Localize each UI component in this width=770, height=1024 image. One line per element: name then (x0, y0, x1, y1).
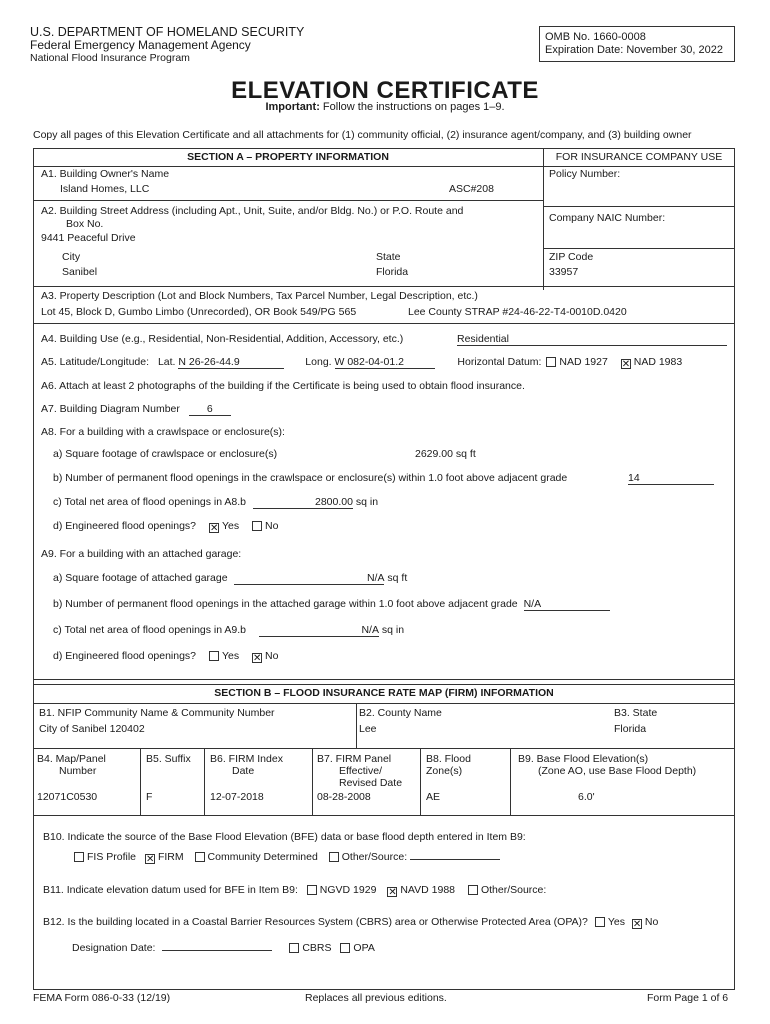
a9b-value[interactable]: N/A (524, 598, 610, 611)
section-a-title: SECTION A – PROPERTY INFORMATION (187, 151, 389, 163)
a9a-row (53, 572, 407, 585)
b11-row (43, 884, 546, 897)
b8-value[interactable]: AE (426, 791, 441, 803)
a2-label-cont: Box No. (66, 218, 104, 230)
a9a-label: a) Square footage of attached garage (53, 572, 228, 584)
department-name: U.S. DEPARTMENT OF HOMELAND SECURITY (30, 25, 305, 39)
a1-label: A1. Building Owner's Name (41, 168, 170, 180)
nad1983-checkbox[interactable]: ✕ (621, 359, 631, 370)
b11-other-label: Other/Source: (480, 884, 547, 896)
firm-checkbox[interactable]: ✕ (145, 854, 155, 865)
datum-label: Horizontal Datum: (457, 356, 542, 368)
designation-date-field[interactable] (162, 950, 272, 951)
copy-instructions: Copy all pages of this Elevation Certificate and all attachments for (1) community official, (2) insurance agent/company, and (3) building owner (33, 129, 692, 141)
b5-value[interactable]: F (146, 791, 153, 803)
important-label: Important: (265, 101, 320, 113)
policy-number-label: Policy Number: (549, 168, 621, 180)
a9d-yes-label: Yes (221, 650, 240, 662)
a9b-label: b) Number of permanent flood openings in the attached garage within 1.0 foot above adjacent grade (53, 598, 518, 610)
a6-label: A6. Attach at least 2 photographs of the building if the Certificate is being used to obtain flood insurance. (41, 380, 525, 392)
a8d-yes-label: Yes (221, 520, 240, 532)
a9b-row (53, 598, 610, 611)
other-source-field[interactable] (410, 859, 500, 860)
a9d-label: d) Engineered flood openings? (53, 650, 197, 662)
community-determined-checkbox[interactable] (195, 852, 205, 862)
a5-row (41, 356, 682, 369)
a8d-no-label: No (265, 520, 279, 532)
a9a-unit: sq ft (387, 572, 408, 584)
city-label: City (62, 251, 81, 263)
a3-strap[interactable]: Lee County STRAP #24-46-22-T4-0010D.0420 (408, 306, 627, 318)
divider (312, 748, 313, 815)
nad1927-label: NAD 1927 (559, 356, 608, 368)
company-naic-label: Company NAIC Number: (549, 212, 666, 224)
fis-profile-checkbox[interactable] (74, 852, 84, 862)
a8d-label: d) Engineered flood openings? (53, 520, 197, 532)
b7-label-line1: B7. FIRM Panel (317, 753, 392, 765)
fis-profile-label: FIS Profile (87, 851, 137, 863)
a8a-field (415, 448, 476, 460)
b8-label (426, 753, 471, 777)
navd-checkbox[interactable]: ✕ (388, 887, 397, 898)
a8d-row (53, 520, 278, 533)
zip-label: ZIP Code (549, 251, 594, 263)
b1-label: B1. NFIP Community Name & Community Number (39, 707, 275, 719)
section-b-title: SECTION B – FLOOD INSURANCE RATE MAP (FIRM) INFORMATION (214, 687, 554, 699)
a3-value[interactable]: Lot 45, Block D, Gumbo Limbo (Unrecorded), OR Book 549/PG 565 (41, 306, 357, 318)
program-name: National Flood Insurance Program (30, 52, 190, 64)
a8c-row (53, 496, 378, 509)
a9d-row (53, 650, 278, 663)
a9c-value[interactable]: N/A (259, 624, 379, 637)
a8d-yes-checkbox[interactable]: ✕ (209, 523, 219, 534)
nad1983-label: NAD 1983 (633, 356, 683, 368)
a9-label: A9. For a building with an attached garage: (41, 548, 242, 560)
nad1927-checkbox[interactable] (546, 357, 556, 367)
opa-label: OPA (353, 942, 375, 954)
city-value[interactable]: Sanibel (62, 266, 98, 278)
divider (543, 248, 735, 249)
cbrs-checkbox[interactable] (289, 943, 299, 953)
ngvd-label: NGVD 1929 (319, 884, 377, 896)
divider (510, 748, 511, 815)
lat-label: Lat. (157, 356, 176, 368)
agency-header (30, 26, 304, 65)
a4-field[interactable] (457, 333, 727, 346)
a8c-value[interactable]: 2800.00 (253, 496, 353, 509)
divider (140, 748, 141, 815)
a4-value[interactable]: Residential (457, 333, 727, 346)
other-source-label: Other/Source: (341, 851, 408, 863)
a8b-value[interactable]: 14 (628, 472, 714, 485)
a5-label: A5. Latitude/Longitude: (41, 356, 150, 368)
divider (356, 703, 357, 748)
divider (33, 684, 735, 685)
a9a-value[interactable]: N/A (234, 572, 384, 585)
state-value[interactable]: Florida (376, 266, 409, 278)
a3-label: A3. Property Description (Lot and Block Numbers, Tax Parcel Number, Legal Description, etc.) (41, 290, 478, 302)
b9-label (518, 753, 696, 777)
a1-extra[interactable]: ASC#208 (449, 183, 494, 195)
a8a-label: a) Square footage of crawlspace or enclosure(s) (53, 448, 278, 460)
a8a-value[interactable]: 2629.00 (415, 448, 453, 460)
a2-label: A2. Building Street Address (including Apt., Unit, Suite, and/or Bldg. No.) or P.O. Route and (41, 205, 464, 217)
b10-label: B10. Indicate the source of the Base Flood Elevation (BFE) data or base flood depth entered in Item B9: (43, 831, 526, 843)
designation-row (72, 942, 375, 954)
divider (33, 679, 735, 680)
a7-value[interactable]: 6 (189, 403, 231, 416)
insurance-use-heading: FOR INSURANCE COMPANY USE (555, 151, 723, 163)
opa-checkbox[interactable] (340, 943, 350, 953)
important-text: Follow the instructions on pages 1–9. (322, 101, 505, 113)
zip-value[interactable]: 33957 (549, 266, 579, 278)
a8d-no-checkbox[interactable] (252, 521, 262, 531)
a9c-label: c) Total net area of flood openings in A9.b (53, 624, 247, 636)
a8b-label: b) Number of permanent flood openings in the crawlspace or enclosure(s) within 1.0 foot above adjacent grade (53, 472, 568, 484)
navd-label: NAVD 1988 (400, 884, 456, 896)
b7-label (317, 753, 402, 789)
divider (33, 200, 543, 201)
document-title: ELEVATION CERTIFICATE (231, 77, 539, 104)
b10-options (72, 851, 500, 864)
b6-value[interactable]: 12-07-2018 (210, 791, 264, 803)
omb-number: OMB No. 1660-0008 (545, 31, 646, 43)
b8-label-line2: Zone(s) (426, 765, 463, 777)
replaces-note: Replaces all previous editions. (305, 992, 447, 1004)
b5-label: B5. Suffix (146, 753, 191, 765)
b12-yes-label: Yes (607, 916, 625, 928)
b12-label: B12. Is the building located in a Coastal Barrier Resources System (CBRS) area or Otherwise Protected Area (OPA)? (43, 916, 588, 928)
b3-label: B3. State (614, 707, 658, 719)
form-number: FEMA Form 086-0-33 (12/19) (33, 992, 171, 1004)
divider (33, 286, 735, 287)
b12-no-label: No (644, 916, 659, 928)
b7-value[interactable]: 08-28-2008 (317, 791, 371, 803)
divider (204, 748, 205, 815)
a7-row (41, 403, 231, 416)
b6-label-line1: B6. FIRM Index (210, 753, 283, 765)
a9d-yes-checkbox[interactable] (209, 651, 219, 661)
a9c-unit: sq in (381, 624, 405, 636)
other-source-checkbox[interactable] (329, 852, 339, 862)
b12-row (43, 916, 658, 929)
divider (33, 323, 735, 324)
page-number: Form Page 1 of 6 (647, 992, 729, 1004)
state-label: State (376, 251, 401, 263)
lat-value[interactable]: N 26-26-44.9 (178, 356, 284, 369)
b11-other-checkbox[interactable] (468, 885, 478, 895)
ngvd-checkbox[interactable] (307, 885, 317, 895)
a8c-label: c) Total net area of flood openings in A8.b (53, 496, 247, 508)
b4-label-line1: B4. Map/Panel (37, 753, 106, 765)
b12-yes-checkbox[interactable] (595, 917, 605, 927)
a8c-unit: sq in (355, 496, 379, 508)
divider (33, 748, 735, 749)
b2-label: B2. County Name (359, 707, 442, 719)
b6-label-line2: Date (232, 765, 255, 777)
divider (33, 166, 735, 167)
b12-no-checkbox[interactable]: ✕ (632, 919, 642, 930)
divider (543, 206, 735, 207)
a2-value[interactable]: 9441 Peaceful Drive (41, 232, 136, 244)
b8-label-line1: B8. Flood (426, 753, 471, 765)
long-label: Long. (305, 356, 332, 368)
b9-label-line2: (Zone AO, use Base Flood Depth) (538, 765, 697, 777)
agency-name: Federal Emergency Management Agency (30, 38, 251, 52)
b4-label (37, 753, 106, 777)
important-note (0, 101, 770, 113)
a8b-field[interactable] (628, 472, 714, 485)
a9d-no-checkbox[interactable]: ✕ (253, 653, 262, 664)
a9c-row (53, 624, 404, 637)
b7-label-line3: Revised Date (339, 777, 403, 789)
b1-value[interactable]: City of Sanibel 120402 (39, 723, 145, 735)
community-determined-label: Community Determined (207, 851, 318, 863)
a4-label: A4. Building Use (e.g., Residential, Non-Residential, Addition, Accessory, etc.) (41, 333, 404, 345)
firm-label: FIRM (157, 851, 184, 863)
b4-value[interactable]: 12071C0530 (37, 791, 98, 803)
b4-label-line2: Number (59, 765, 97, 777)
cbrs-label: CBRS (302, 942, 332, 954)
long-value[interactable]: W 082-04-01.2 (335, 356, 435, 369)
b9-value[interactable]: 6.0' (578, 791, 595, 803)
b7-label-line2: Effective/ (339, 765, 382, 777)
a7-label: A7. Building Diagram Number (41, 403, 180, 415)
omb-box (539, 26, 735, 62)
a8a-unit: sq ft (455, 448, 476, 460)
b11-label: B11. Indicate elevation datum used for BFE in Item B9: (43, 884, 298, 896)
a8-label: A8. For a building with a crawlspace or enclosure(s): (41, 426, 285, 438)
divider (420, 748, 421, 815)
b2-value[interactable]: Lee (359, 723, 377, 735)
b9-label-line1: B9. Base Flood Elevation(s) (518, 753, 649, 765)
b6-label (210, 753, 283, 777)
expiration-date: Expiration Date: November 30, 2022 (545, 44, 723, 56)
divider (33, 815, 735, 816)
a9d-no-label: No (265, 650, 279, 662)
divider (543, 148, 544, 290)
a1-value[interactable]: Island Homes, LLC (60, 183, 150, 195)
divider (33, 703, 735, 704)
designation-date-label: Designation Date: (72, 942, 156, 954)
b3-value[interactable]: Florida (614, 723, 647, 735)
